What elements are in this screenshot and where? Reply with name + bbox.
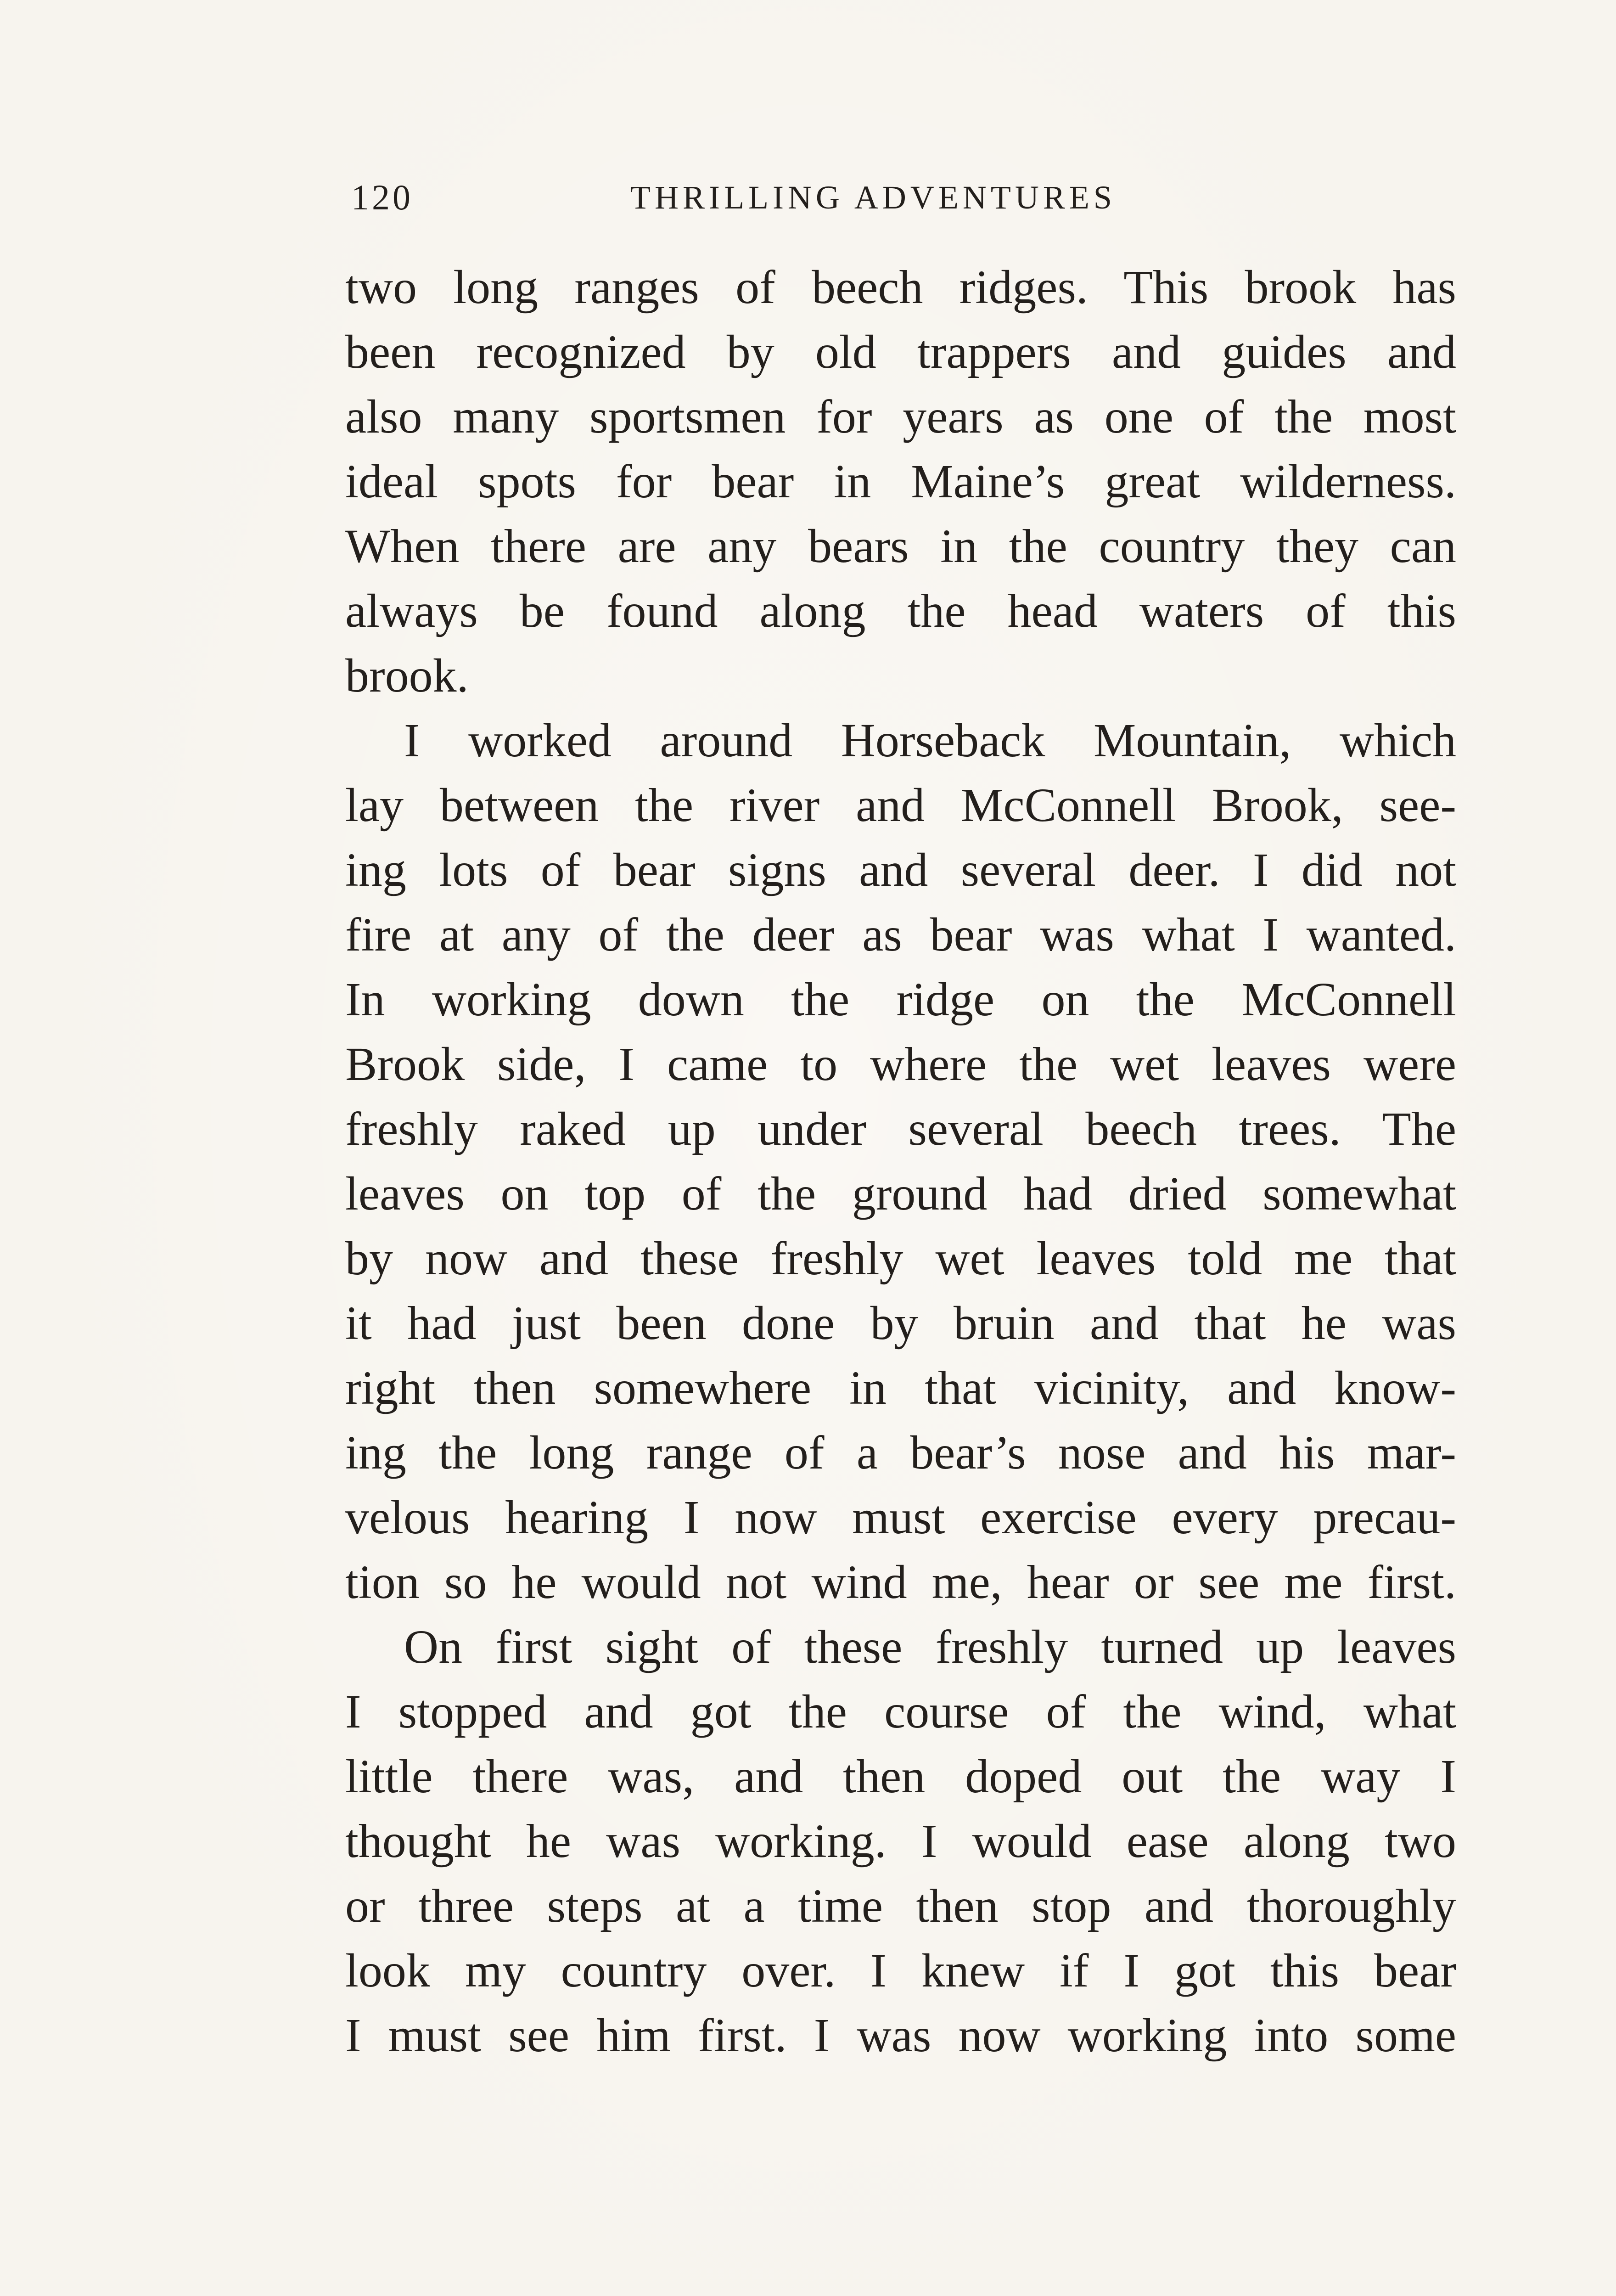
text-line: leaves on top of the ground had dried somewhat xyxy=(345,1167,1456,1220)
text-line: ing the long range of a bear’s nose and his mar- xyxy=(345,1426,1456,1479)
text-line: tion so he would not wind me, hear or see me first. xyxy=(345,1556,1456,1609)
running-head xyxy=(351,170,1173,225)
running-title: THRILLING ADVENTURES xyxy=(630,179,1116,216)
text-line: by now and these freshly wet leaves told me that xyxy=(345,1232,1456,1285)
text-line: Brook side, I came to where the wet leaves were xyxy=(345,1038,1456,1091)
text-line: freshly raked up under several beech trees. The xyxy=(345,1103,1456,1155)
text-line: look my country over. I knew if I got this bear xyxy=(345,1944,1456,1997)
text-line: I stopped and got the course of the wind, what xyxy=(345,1685,1456,1738)
text-line: In working down the ridge on the McConnell xyxy=(345,973,1456,1026)
text-line: velous hearing I now must exercise every precau- xyxy=(345,1491,1456,1544)
text-line: ing lots of bear signs and several deer. I did not xyxy=(345,844,1456,896)
text-line: brook. xyxy=(345,649,469,702)
text-line: lay between the river and McConnell Brook, see- xyxy=(345,779,1456,832)
text-line: always be found along the head waters of this xyxy=(345,585,1456,637)
text-line: fire at any of the deer as bear was what I wanted. xyxy=(345,908,1456,961)
text-line: I must see him first. I was now working into some xyxy=(345,2009,1456,2062)
text-line: been recognized by old trappers and guides and xyxy=(345,326,1456,378)
text-line: it had just been done by bruin and that he was xyxy=(345,1297,1456,1350)
text-line: When there are any bears in the country they can xyxy=(345,520,1456,573)
text-line: ideal spots for bear in Maine’s great wilderness. xyxy=(345,455,1456,508)
text-line: thought he was working. I would ease along two xyxy=(345,1815,1456,1868)
body-text xyxy=(345,255,1456,2068)
text-line: two long ranges of beech ridges. This brook has xyxy=(345,261,1456,314)
text-line: little there was, and then doped out the way I xyxy=(345,1750,1456,1803)
text-line: On first sight of these freshly turned up leaves xyxy=(404,1621,1456,1673)
text-line: I worked around Horseback Mountain, which xyxy=(404,714,1456,767)
text-line: or three steps at a time then stop and thoroughly xyxy=(345,1880,1456,1932)
text-line: also many sportsmen for years as one of the most xyxy=(345,390,1456,443)
page-number: 120 xyxy=(351,177,413,217)
text-line: right then somewhere in that vicinity, and know- xyxy=(345,1362,1456,1414)
